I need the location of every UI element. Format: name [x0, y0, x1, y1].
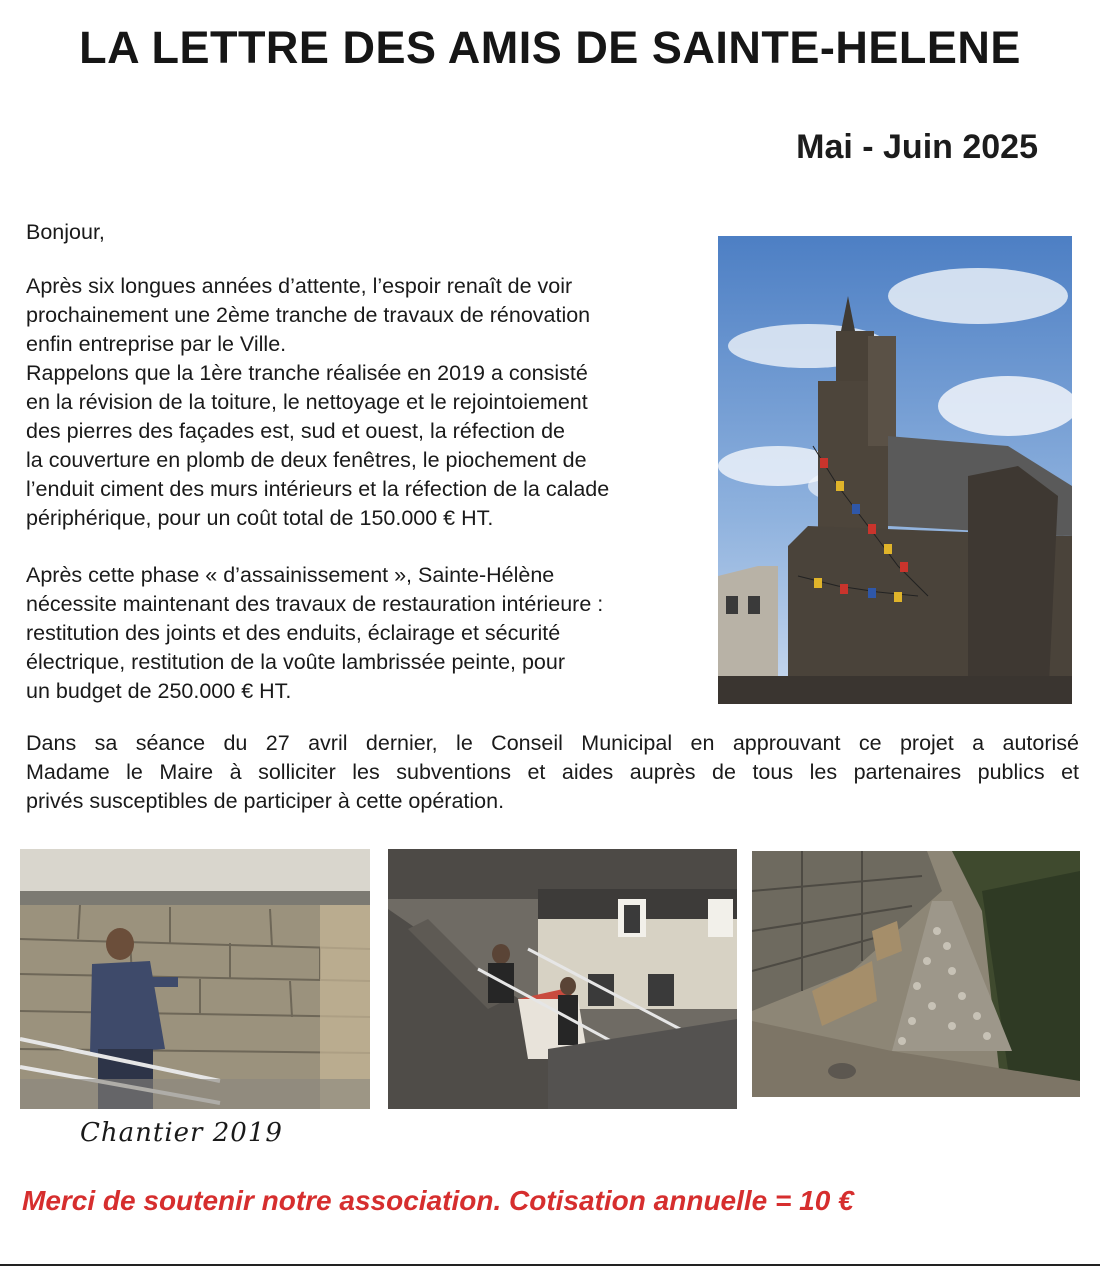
- paragraph-1: Après six longues années d’attente, l’espoir renaît de voir prochainement une 2ème tranche de travaux de rénovation enfin entreprise par le Ville. Rappelons que la 1ère tranche réalisée en 2019 a consisté en la révision de la toiture, le nettoyage et le rejointoiement des pierres des façades est, sud et ouest, la réfection de la couverture en plomb de deux fenêtres, le piochement de l’enduit ciment des murs intérieurs et la réfection de la calade périphérique, pour un coût total de 150.000 € HT.: [26, 274, 610, 530]
- page-title: LA LETTRE DES AMIS DE SAINTE-HELENE: [79, 22, 1021, 73]
- bottom-divider: [0, 1264, 1100, 1266]
- worker-wall-photo: [20, 849, 370, 1109]
- calade-paving-photo: [752, 851, 1080, 1097]
- paragraph-3: Dans sa séance du 27 avril dernier, le Conseil Municipal en approuvant ce projet a autorisé Madame le Maire à solliciter les subventions et aides auprès de tous les partenaires publics et privés susceptibles de participer à cette opération.: [26, 731, 1079, 813]
- photo-caption: Chantier 2019: [80, 1118, 283, 1148]
- paragraph-2: Après cette phase « d’assainissement », Sainte-Hélène nécessite maintenant des travaux de restauration intérieure : restitution des joints et des enduits, éclairage et sécurité électrique, restitution de la voûte lambrissée peinte, pour un budget de 250.000 € HT.: [26, 563, 604, 703]
- roof-workers-photo: [388, 849, 737, 1109]
- issue-date: Mai - Juin 2025: [796, 128, 1038, 166]
- church-photo: [718, 236, 1072, 704]
- membership-appeal: Merci de soutenir notre association. Cotisation annuelle = 10 €: [22, 1185, 854, 1216]
- greeting: Bonjour,: [26, 220, 105, 244]
